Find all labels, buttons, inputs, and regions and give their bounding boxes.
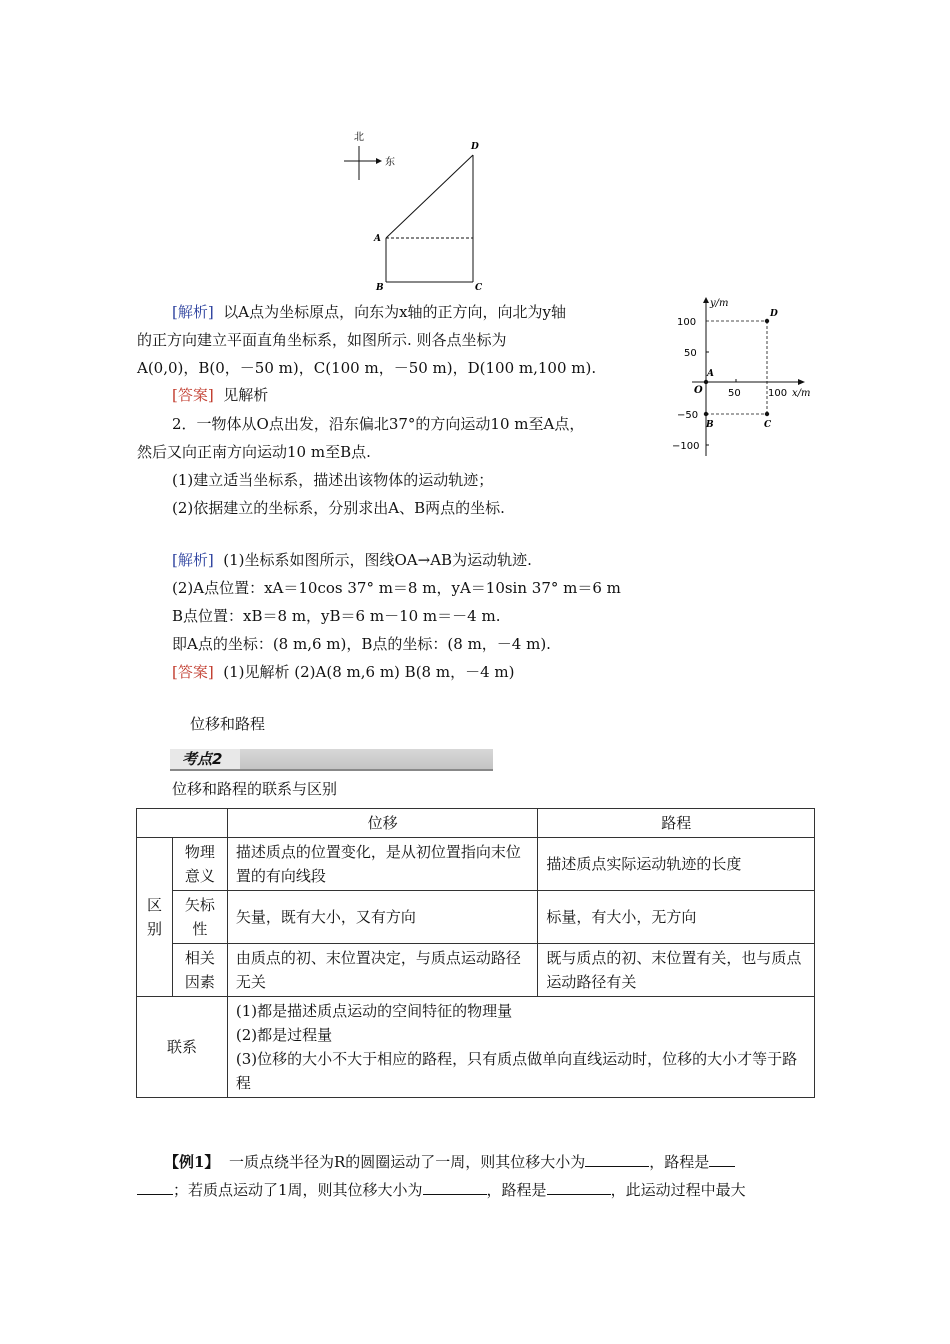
fig2-x-tick-100: 100 (768, 388, 788, 399)
solution1-tag: [解析] (172, 303, 214, 321)
fig2-x-axis-label: x/m (792, 388, 811, 399)
kaodian-badge: 考点2 (170, 749, 240, 769)
cell-distance: 描述质点实际运动轨迹的长度 (538, 838, 815, 891)
solution2-line4: 即A点的坐标：(8 m,6 m)，B点的坐标：(8 m，－4 m). (172, 635, 551, 653)
table-header-row (137, 809, 815, 838)
example1-tag: 【例1】 (164, 1153, 220, 1171)
answer-blank[interactable] (585, 1151, 649, 1167)
compass-icon (344, 146, 382, 180)
section-subtitle: 位移和路程的联系与区别 (172, 780, 338, 798)
problem2-part2: (2)依据建立的坐标系，分别求出A、B两点的坐标. (172, 499, 505, 517)
fig2-y-tick-50: 50 (684, 348, 697, 359)
cell-displacement: 描述质点的位置变化，是从初位置指向末位置的有向线段 (227, 838, 538, 891)
table-row (137, 891, 815, 944)
fig1-point-a: A (374, 234, 381, 244)
kaodian-banner (170, 749, 493, 771)
cell-distance: 标量，有大小，无方向 (538, 891, 815, 944)
fig1-point-c: C (475, 283, 483, 293)
section-heading: 位移和路程 (190, 715, 266, 733)
row-header: 矢标 性 (172, 891, 227, 944)
header-distance: 路程 (538, 809, 815, 838)
cell-displacement: 矢量，既有大小，又有方向 (227, 891, 538, 944)
answer-blank[interactable] (547, 1179, 611, 1195)
answer-blank[interactable] (709, 1151, 735, 1167)
solution2-line3: B点位置：xB＝8 m，yB＝6 m－10 m＝－4 m. (172, 607, 501, 625)
example1-line1: 【例1】 一质点绕半径为R的圆圈运动了一周，则其位移大小为 ，路程是 (164, 1151, 735, 1173)
example1-line2: ；若质点运动了1周，则其位移大小为 ，路程是 ，此运动过程中最大 (137, 1179, 746, 1201)
figure-trapezoid (340, 128, 490, 293)
cell-displacement: 由质点的初、末位置决定，与质点运动路径无关 (227, 944, 538, 997)
solution2-line2: (2)A点位置：xA＝10cos 37° m＝8 m，yA＝10sin 37° m＝6 m (172, 579, 621, 597)
fig1-point-d: D (471, 142, 479, 152)
fig2-point-a: A (707, 369, 714, 379)
solution2-answer: [答案] (1)见解析 (2)A(8 m,6 m) B(8 m，－4 m) (172, 663, 515, 681)
solution1-answer: [答案] 见解析 (172, 386, 269, 404)
problem2-line2: 然后又向正南方向运动10 m至B点. (137, 443, 371, 461)
solution1-line1: [解析] 以A点为坐标原点，向东为x轴的正方向，向北为y轴 (172, 303, 567, 321)
fig1-point-b: B (376, 283, 384, 293)
fig2-point-b: B (706, 420, 714, 430)
figure-coordinates (672, 296, 822, 461)
problem2-line1: 2．一物体从O点出发，沿东偏北37°的方向运动10 m至A点， (172, 415, 585, 433)
fig2-y-axis-label: y/m (710, 298, 729, 309)
solution2-tag: [解析] (172, 551, 214, 569)
table-row (137, 944, 815, 997)
fig2-origin: O (694, 385, 703, 396)
link-content (227, 997, 814, 1098)
link-item: (3)位移的大小不大于相应的路程，只有质点做单向直线运动时，位移的大小才等于路程 (235, 1050, 798, 1092)
solution2-line1: [解析] (1)坐标系如图所示，图线OA→AB为运动轨迹. (172, 551, 532, 569)
comparison-table (136, 808, 815, 1098)
fig2-y-tick-100: 100 (677, 317, 697, 328)
table-row (137, 838, 815, 891)
solution1-line3: A(0,0)，B(0，－50 m)，C(100 m，－50 m)，D(100 m,100 m). (137, 359, 597, 377)
fig2-point-c: C (764, 420, 772, 430)
link-label: 联系 (137, 997, 228, 1098)
row-header: 物理 意义 (172, 838, 227, 891)
link-item: (2)都是过程量 (235, 1026, 333, 1044)
row-header: 相关 因素 (172, 944, 227, 997)
answer-blank[interactable] (137, 1179, 173, 1195)
compass-north: 北 (354, 132, 364, 143)
table-row-link (137, 997, 815, 1098)
solution1-answer-tag: [答案] (172, 386, 214, 404)
group-label: 区 别 (137, 838, 173, 997)
fig2-x-tick-50: 50 (728, 388, 741, 399)
fig2-point-d: D (770, 309, 778, 319)
answer-blank[interactable] (423, 1179, 487, 1195)
solution2-answer-tag: [答案] (172, 663, 214, 681)
header-displacement: 位移 (227, 809, 538, 838)
fig2-y-tick-neg50: −50 (677, 410, 699, 421)
compass-east: 东 (385, 157, 395, 168)
fig2-y-tick-neg100: −100 (672, 441, 700, 452)
solution1-line2: 的正方向建立平面直角坐标系，如图所示. 则各点坐标为 (137, 331, 507, 349)
cell-distance: 既与质点的初、末位置有关，也与质点运动路径有关 (538, 944, 815, 997)
problem2-part1: (1)建立适当坐标系，描述出该物体的运动轨迹； (172, 471, 494, 489)
link-item: (1)都是描述质点运动的空间特征的物理量 (235, 1002, 513, 1020)
